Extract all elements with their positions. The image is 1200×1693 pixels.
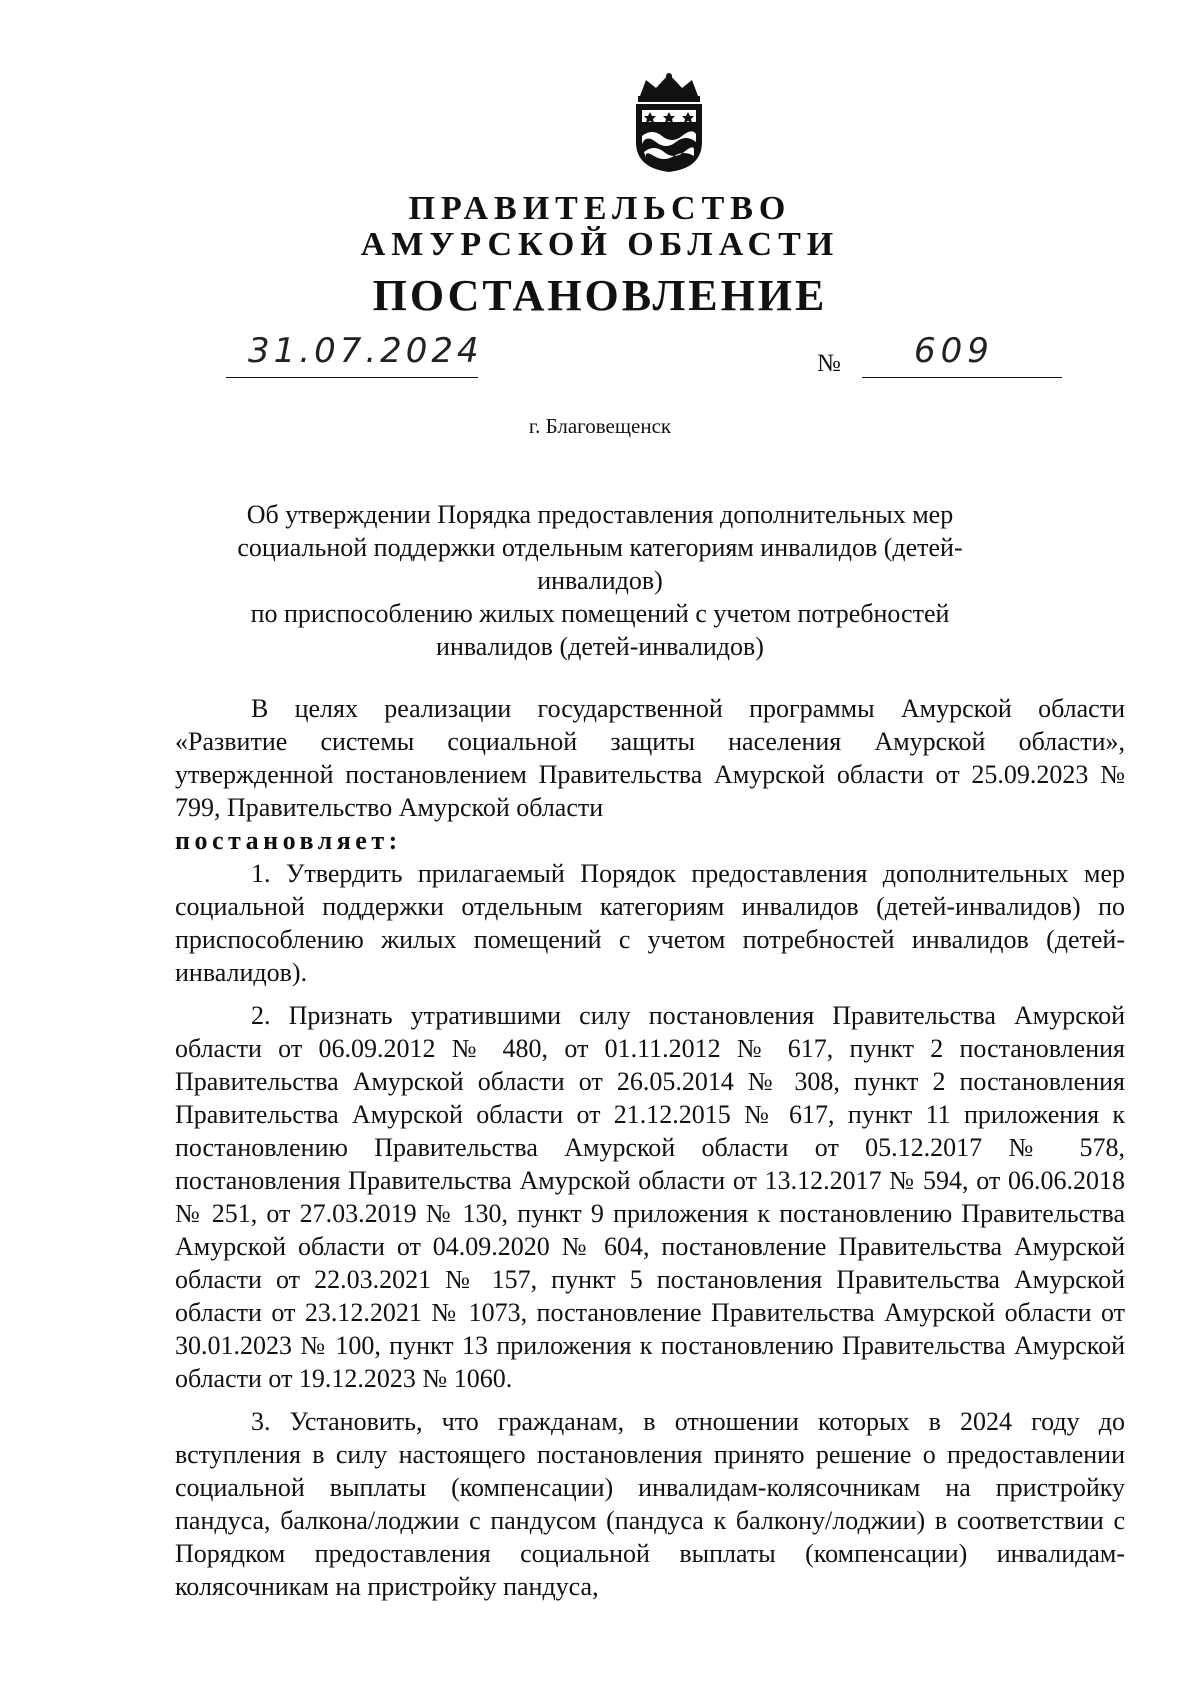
title-line: по приспособлению жилых помещений с учетом потребностей: [250, 599, 950, 628]
document-title: [180, 498, 1020, 663]
document-body: [175, 692, 1125, 1603]
title-line: инвалидов (детей-инвалидов): [436, 632, 764, 661]
preamble-paragraph: В целях реализации государственной программы Амурской области «Развитие системы социальной защиты населения Амурской области», утвержденной постановлением Правительства Амурской области от 25.09.2023 № 799, Правительство Амурской области: [175, 694, 1125, 822]
document-type-heading: ПОСТАНОВЛЕНИЕ: [372, 271, 828, 320]
organization-name-line1: ПРАВИТЕЛЬСТВО: [408, 190, 792, 227]
clause-2: 2. Признать утратившими силу постановления Правительства Амурской области от 06.09.2012 № 480, от 01.11.2012 № 617, пункт 2 постановления Правительства Амурской области от 26.05.2014 № 308, пункт 2 постановления Правительства Амурской области от 21.12.2015 № 617, пункт 11 приложения к постановлению Правительства Амурской области от 05.12.2017 № 578, постановления Правительства Амурской области от 13.12.2017 № 594, от 06.06.2018 № 251, от 27.03.2019 № 130, пункт 9 приложения к постановлению Правительства Амурской области от 04.09.2020 № 604, постановление Правительства Амурской области от 22.03.2021 № 157, пункт 5 постановления Правительства Амурской области от 23.12.2021 № 1073, постановление Правительства Амурской области от 30.01.2023 № 100, пункт 13 приложения к постановлению Правительства Амурской области от 19.12.2023 № 1060.: [175, 1001, 1125, 1393]
title-line: социальной поддержки отдельным категориям инвалидов (детей-инвалидов): [237, 533, 963, 595]
city-label: г. Благовещенск: [528, 414, 672, 438]
title-line: Об утверждении Порядка предоставления дополнительных мер: [246, 500, 954, 529]
number-sign: №: [817, 350, 841, 377]
handwritten-number: 609: [914, 331, 994, 371]
number-field: [862, 333, 1062, 378]
organization-name-line2: АМУРСКОЙ ОБЛАСТИ: [360, 226, 840, 263]
clause-1: 1. Утвердить прилагаемый Порядок предоставления дополнительных мер социальной поддержки отдельным категориям инвалидов (детей-инвалидов) по приспособлению жилых помещений с учетом потребностей инвалидов (детей-инвалидов).: [175, 859, 1125, 987]
date-field: [226, 331, 483, 378]
resolves-keyword: постановляет:: [175, 826, 402, 855]
coat-of-arms-emblem: [628, 72, 710, 174]
clause-3: 3. Установить, что гражданам, в отношении которых в 2024 году до вступления в силу настоящего постановления принято решение о предоставлении социальной выплаты (компенсации) инвалидам-колясочникам на пристройку пандуса, балкона/лоджии с пандусом (пандуса к балкону/лоджии) в соответствии с Порядком предоставления социальной выплаты (компенсации) инвалидам-колясочникам на пристройку пандуса,: [175, 1407, 1125, 1601]
handwritten-date: 31.07.2024: [248, 331, 483, 371]
